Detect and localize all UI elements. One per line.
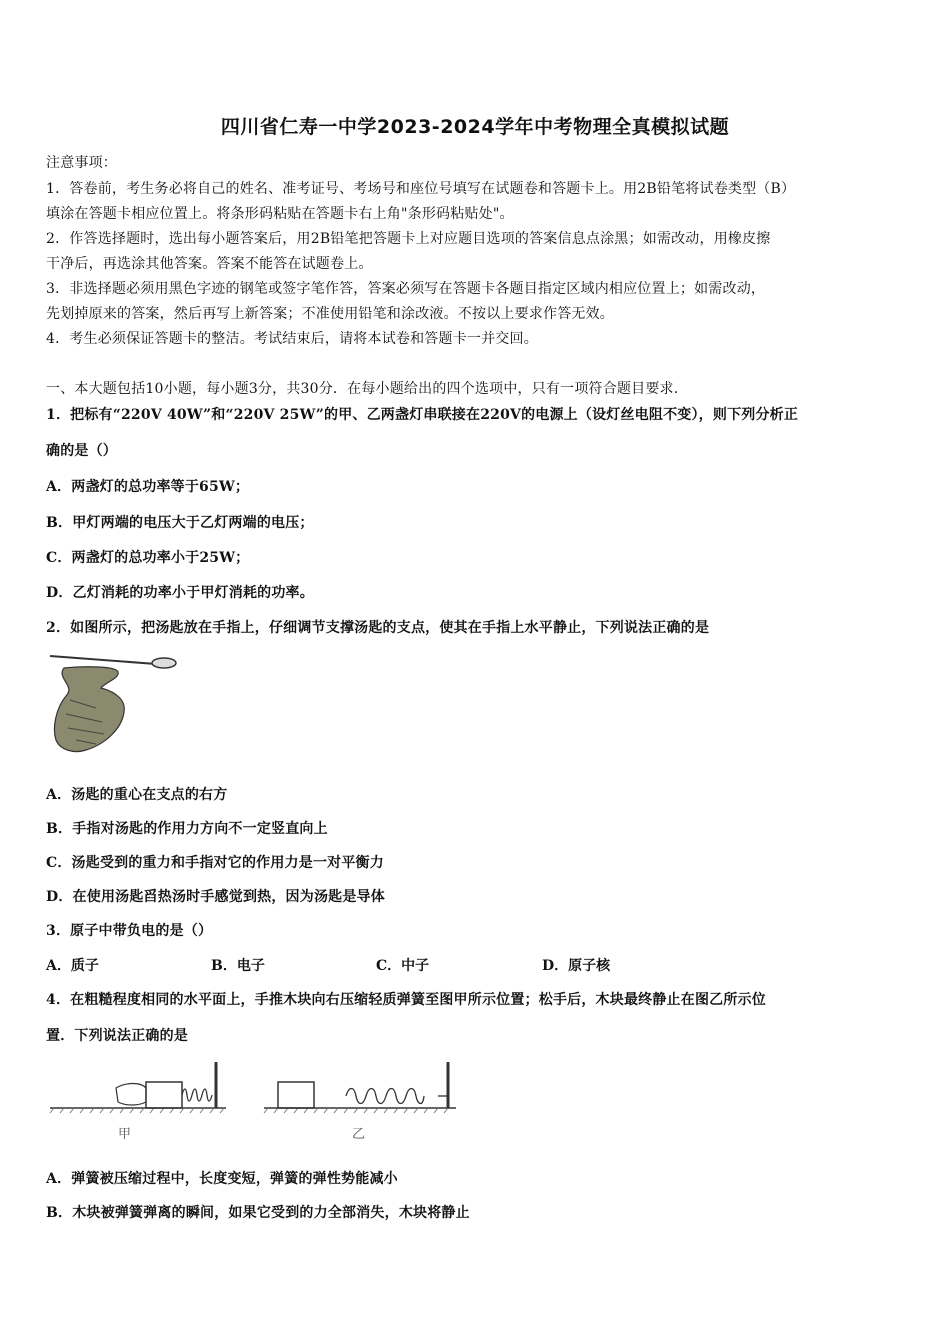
spoon-on-finger-figure (46, 648, 181, 756)
q1-stem-cont: 确的是（） (46, 443, 117, 459)
figure-label-yi: 乙 (352, 1127, 366, 1142)
notice-line: 先划掉原来的答案，然后再写上新答案；不准使用铅笔和涂改液。不按以上要求作答无效。 (46, 306, 614, 322)
notice-line: 干净后，再选涂其他答案。答案不能答在试题卷上。 (46, 256, 373, 272)
q2-stem: 2．如图所示，把汤匙放在手指上，仔细调节支撑汤匙的支点，使其在手指上水平静止，下列说法正确的是 (46, 620, 710, 636)
q2-option-a: A．汤匙的重心在支点的右方 (46, 787, 228, 803)
notice-line: 2．作答选择题时，选出每小题答案后，用2B铅笔把答题卡上对应题目选项的答案信息点涂黑；如需改动，用橡皮擦 (46, 231, 771, 247)
q2-option-d: D．在使用汤匙舀热汤时手感觉到热，因为汤匙是导体 (46, 889, 385, 905)
notice-line: 3．非选择题必须用黑色字迹的钢笔或签字笔作答，答案必须写在答题卡各题目指定区域内相应位置上；如需改动， (46, 281, 766, 297)
notice-line: 4．考生必须保证答题卡的整洁。考试结束后，请将本试卷和答题卡一并交回。 (46, 331, 538, 347)
q3-option-a: A．质子 (46, 958, 99, 974)
q1-option-d: D．乙灯消耗的功率小于甲灯消耗的功率。 (46, 585, 314, 601)
q4-stem: 4．在粗糙程度相同的水平面上，手推木块向右压缩轻质弹簧至图甲所示位置；松手后，木块最终静止在图乙所示位 (46, 992, 766, 1008)
q3-stem: 3．原子中带负电的是（） (46, 923, 213, 939)
q3-option-b: B．电子 (211, 958, 265, 974)
notice-heading: 注意事项： (46, 155, 117, 171)
page-title: 四川省仁寿一中学2023-2024学年中考物理全真模拟试题 (220, 116, 730, 138)
notice-line: 填涂在答题卡相应位置上。将条形码粘贴在答题卡右上角"条形码粘贴处"。 (46, 206, 514, 222)
q4-option-a: A．弹簧被压缩过程中，长度变短，弹簧的弹性势能减小 (46, 1171, 398, 1187)
q2-option-c: C．汤匙受到的重力和手指对它的作用力是一对平衡力 (46, 855, 384, 871)
notice-line: 1．答卷前，考生务必将自己的姓名、准考证号、考场号和座位号填写在试题卷和答题卡上。用2B铅笔将试卷类型（B） (46, 181, 796, 197)
q4-stem-cont: 置．下列说法正确的是 (46, 1028, 188, 1044)
q1-option-a: A．两盏灯的总功率等于65W； (46, 479, 250, 495)
q2-option-b: B．手指对汤匙的作用力方向不一定竖直向上 (46, 821, 328, 837)
q1-stem: 1．把标有“220V 40W”和“220V 25W”的甲、乙两盏灯串联接在220V的电源上（设灯丝电阻不变），则下列分析正 (46, 407, 799, 423)
section-heading: 一、本大题包括10小题，每小题3分，共30分．在每小题给出的四个选项中，只有一项符合题目要求． (46, 381, 688, 397)
spring-block-figure (46, 1058, 466, 1146)
q1-option-c: C．两盏灯的总功率小于25W； (46, 550, 250, 566)
q1-option-b: B．甲灯两端的电压大于乙灯两端的电压； (46, 515, 314, 531)
figure-label-jia: 甲 (118, 1127, 132, 1142)
q3-option-d: D．原子核 (542, 958, 611, 974)
q4-option-b: B．木块被弹簧弹离的瞬间，如果它受到的力全部消失，木块将静止 (46, 1205, 470, 1221)
q3-option-c: C．中子 (376, 958, 430, 974)
